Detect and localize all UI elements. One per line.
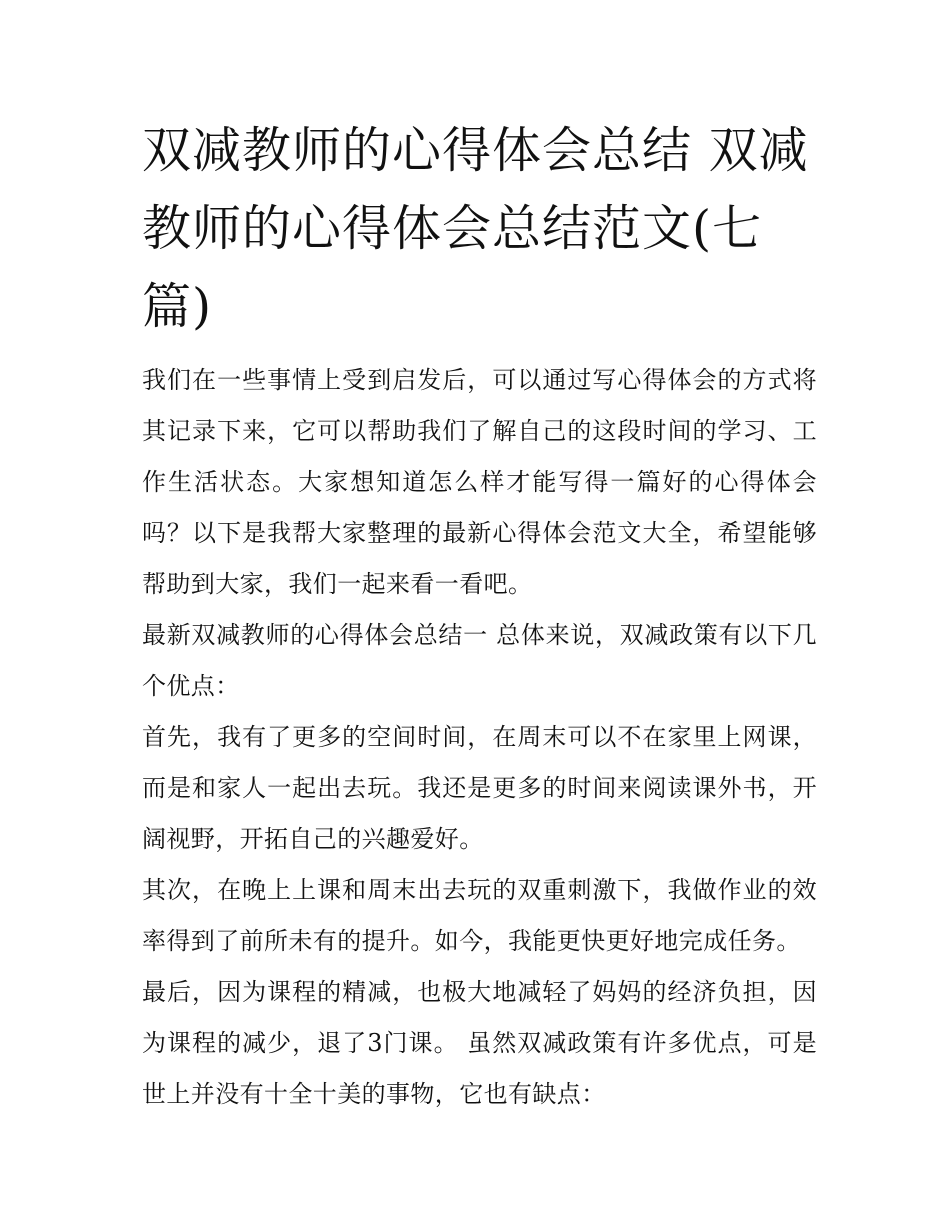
document-body <box>142 355 817 1120</box>
paragraph-intro: 我们在一些事情上受到启发后，可以通过写心得体会的方式将其记录下来，它可以帮助我们了解自己的这段时间的学习、工作生活状态。大家想知道怎么样才能写得一篇好的心得体会吗？以下是我帮大家整理的最新心得体会范文大全，希望能够帮助到大家，我们一起来看一看吧。 <box>142 366 817 598</box>
paragraph-section-one-heading: 最新双减教师的心得体会总结一 总体来说，双减政策有以下几个优点： <box>142 621 817 700</box>
paragraph-last-point: 最后，因为课程的精减，也极大地减轻了妈妈的经济负担，因为课程的减少，退了3门课。 虽然双减政策有许多优点，可是世上并没有十全十美的事物，它也有缺点： <box>142 978 817 1108</box>
document-title: 双减教师的心得体会总结 双减教师的心得体会总结范文(七篇) <box>142 122 809 335</box>
paragraph-first-point: 首先，我有了更多的空间时间，在周末可以不在家里上网课，而是和家人一起出去玩。我还是更多的时间来阅读课外书，开阔视野，开拓自己的兴趣爱好。 <box>142 723 817 853</box>
paragraph-second-point: 其次，在晚上上课和周末出去玩的双重刺激下，我做作业的效率得到了前所未有的提升。如今，我能更快更好地完成任务。 <box>142 876 817 955</box>
